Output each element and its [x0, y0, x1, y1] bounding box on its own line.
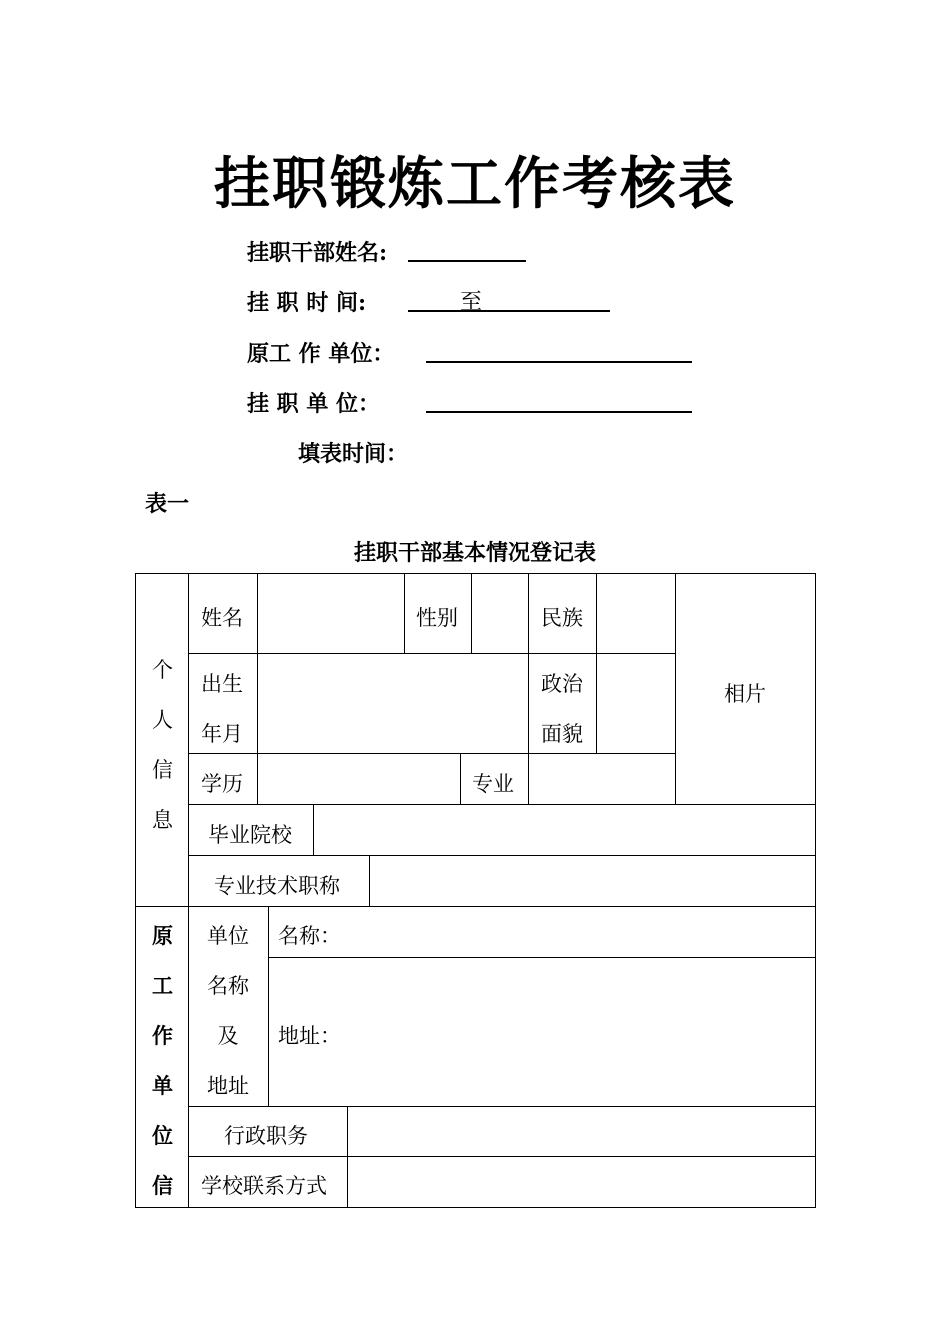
- orig-unit-label: 原工 作 单位：: [247, 341, 395, 367]
- col-line: [313, 804, 314, 856]
- table-border-top: [135, 573, 816, 574]
- post-unit-label: 挂 职 单 位：: [247, 391, 380, 417]
- admin-position-label: 行政职务: [224, 1124, 308, 1148]
- orig-unit-side-char: 位: [152, 1123, 173, 1148]
- unit-name-addr-label: 名称: [207, 974, 249, 998]
- col-line: [460, 753, 461, 805]
- unit-name-field-label: 名称：: [278, 924, 341, 948]
- period-label: 挂 职 时 间:: [247, 290, 367, 316]
- unit-name-addr-label: 地址: [207, 1074, 249, 1098]
- orig-unit-side-char: 工: [152, 973, 173, 998]
- graduated-school-label: 毕业院校: [208, 823, 292, 847]
- orig-unit-side-char: 原: [152, 923, 173, 948]
- personal-info-side-char: 个: [152, 658, 173, 682]
- birth-label-line1: 出生: [201, 672, 243, 696]
- row-line: [188, 855, 816, 856]
- name-label: 挂职干部姓名:: [247, 240, 388, 266]
- table-border-bottom: [135, 1207, 816, 1208]
- table-section-label: 表一: [145, 491, 190, 517]
- orig-unit-underline: [426, 361, 692, 363]
- name-cell-label: 姓名: [201, 606, 243, 630]
- name-underline: [408, 260, 526, 262]
- col-line: [404, 573, 405, 654]
- table-border-left: [135, 573, 136, 1208]
- col-line: [257, 573, 258, 805]
- orig-unit-side-char: 信: [152, 1173, 173, 1198]
- table-title: 挂职干部基本情况登记表: [353, 540, 596, 566]
- personal-info-side-char: 人: [152, 708, 173, 732]
- post-unit-underline: [426, 411, 692, 413]
- col-line: [471, 573, 472, 654]
- row-line: [188, 753, 675, 754]
- major-cell-label: 专业: [472, 772, 514, 796]
- col-line: [675, 573, 676, 805]
- birth-label-line2: 年月: [201, 722, 243, 746]
- period-to: 至: [460, 290, 483, 315]
- row-line: [188, 804, 816, 805]
- unit-address-field-label: 地址：: [278, 1024, 341, 1048]
- ethnicity-cell-label: 民族: [541, 606, 583, 630]
- col-line: [528, 573, 529, 805]
- col-line: [188, 573, 189, 1208]
- political-label-line1: 政治: [541, 672, 583, 696]
- row-line: [135, 906, 816, 907]
- row-line: [188, 653, 675, 654]
- page-title: 挂职锻炼工作考核表: [214, 151, 736, 217]
- col-line: [596, 573, 597, 754]
- education-cell-label: 学历: [201, 772, 243, 796]
- col-line: [268, 906, 269, 1107]
- personal-info-side-char: 息: [152, 808, 173, 832]
- row-line: [188, 1156, 816, 1157]
- row-line: [188, 1106, 816, 1107]
- row-line: [268, 957, 816, 958]
- school-contact-label: 学校联系方式: [201, 1174, 327, 1198]
- col-line: [347, 1106, 348, 1208]
- period-underline: [408, 310, 610, 312]
- personal-info-side-char: 信: [152, 758, 173, 782]
- tech-title-label: 专业技术职称: [214, 874, 340, 898]
- col-line: [369, 855, 370, 907]
- unit-name-addr-label: 及: [217, 1024, 239, 1048]
- orig-unit-side-char: 作: [152, 1023, 173, 1048]
- political-label-line2: 面貌: [541, 722, 583, 746]
- unit-name-addr-label: 单位: [207, 924, 249, 948]
- fill-time-label: 填表时间：: [298, 441, 409, 467]
- gender-cell-label: 性别: [416, 606, 458, 630]
- orig-unit-side-char: 单: [152, 1073, 173, 1098]
- photo-cell-label: 相片: [724, 682, 766, 706]
- table-border-right: [815, 573, 816, 1208]
